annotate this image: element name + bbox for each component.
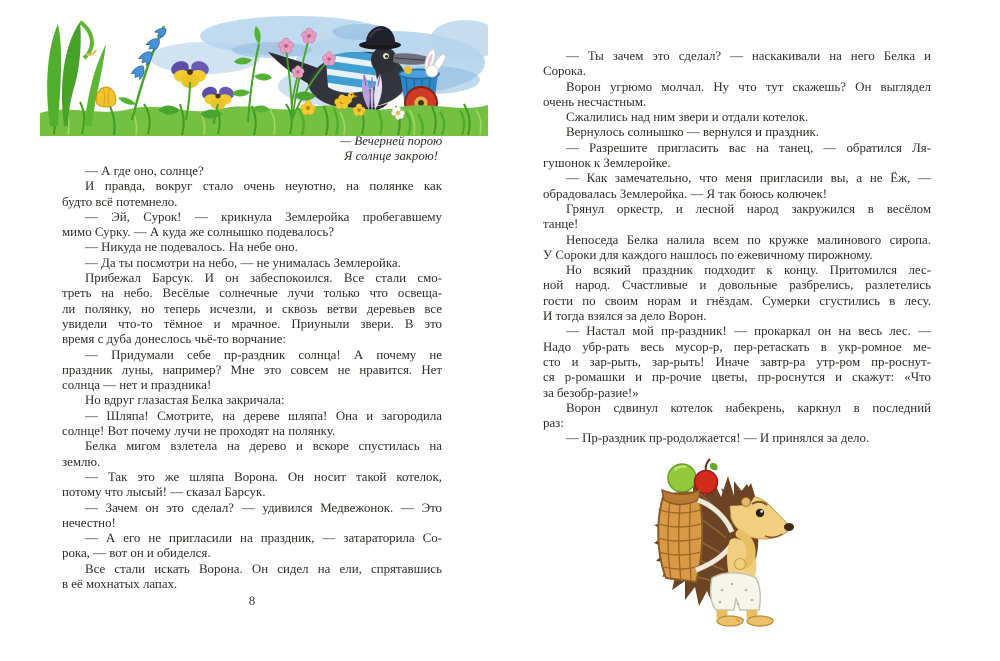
- text-line: в её мохнатых лапах.: [62, 577, 178, 592]
- text-line: — Придумали себе пр-раздник солнца! А почему не: [85, 347, 442, 362]
- text-line: землю.: [62, 454, 101, 469]
- text-line: праздник луны, например? Мне это совсем не нравится. Нет: [62, 362, 442, 377]
- paw: [735, 559, 746, 570]
- text-line: нечестно!: [62, 515, 116, 530]
- text-line: — Как замечательно, что меня пригласили вы, а не Ёж, —: [566, 171, 931, 186]
- text-line: очень несчастным.: [543, 94, 647, 109]
- text-line: гушонок к Землеройке.: [543, 156, 671, 171]
- page-number: 8: [248, 593, 256, 608]
- text-line: У Сороки для каждого нашлось по ежевичному пирожному.: [543, 247, 873, 262]
- text-line: — Зачем он это сделал? — удивился Медвежонок. — Это: [85, 500, 442, 515]
- right-text-column: [543, 49, 931, 447]
- text-line: Но вдруг глазастая Белка закричала:: [85, 393, 285, 408]
- text-line: Сжалились над ним звери и отдали котелок.: [566, 110, 809, 125]
- text-line: — Ты зачем это сделал? — наскакивали на него Белка и: [566, 49, 931, 63]
- illustration-meadow-crow: [40, 8, 488, 136]
- text-line: ся р-ромашки и пр-рочие цветы, пр-роснутся и скажут: «Что: [543, 370, 931, 385]
- text-line: Но всякий праздник подходит к концу. Притомился лес-: [566, 263, 931, 278]
- text-line: Белка мигом взлетела на дерево и вскоре спустилась на: [85, 439, 442, 454]
- text-line: рока, — вот он и обиделся.: [62, 546, 211, 561]
- text-line: ной народ. Счастливые и довольные разбрелись, разлетелись: [543, 278, 931, 293]
- text-line: Прибежал Барсук. И он забеспокоился. Все стали смо-: [85, 271, 442, 286]
- text-line: раз:: [543, 416, 564, 431]
- text-line: ли полянку, но теперь исчезли, и сквозь ветви деревьев все: [62, 301, 442, 316]
- text-line: Надо убр-рать весь мусор-р, пер-ретаскать в укр-ромное ме-: [543, 339, 931, 354]
- text-line: И тогда взялся за дело Ворон.: [543, 309, 707, 324]
- text-line: Вернулось солнышко — вернулся и праздник.: [566, 125, 820, 140]
- text-line: — Настал мой пр-раздник! — прокаркал он на весь лес. —: [566, 324, 931, 339]
- hedgehog-figure: [654, 459, 794, 626]
- text-line: увидели что-то тёмное и мрачное. Приуныли звери. В это: [62, 316, 442, 331]
- text-line: — Так это же шляпа Ворона. Он носит такой котелок,: [85, 469, 442, 484]
- verse-caption: [326, 134, 456, 164]
- text-line: солнце! Вот почему лучи не проходят на полянку.: [62, 424, 336, 439]
- foot: [747, 616, 773, 626]
- text-line: за безобр-разие!»: [543, 385, 639, 400]
- nose: [784, 523, 794, 531]
- red-apple: [695, 471, 718, 494]
- text-line: гости по своим норам и гнёздам. Сумерки сгустились в лесу.: [543, 293, 931, 308]
- text-line: — Да ты посмотри на небо, — не унималась Землеройка.: [85, 255, 401, 270]
- text-line: мимо Сурку. — А куда же солнышко подевалось?: [62, 225, 334, 240]
- text-line: танце!: [543, 217, 579, 232]
- text-line: Все стали искать Ворона. Он сидел на ели, спрятавшись: [85, 561, 442, 576]
- bluebell-flower: [118, 26, 168, 120]
- text-line: Непоседа Белка налила всем по кружке малинового сиропа.: [566, 232, 931, 247]
- text-line: — Никуда не подевалось. На небе оно.: [85, 240, 298, 255]
- verse-line-1: — Вечерней порою: [339, 134, 443, 148]
- text-line: Ворон сдвинул котелок набекрень, каркнул в последний: [566, 400, 931, 415]
- text-line: потому что лысый! — сказал Барсук.: [62, 485, 266, 500]
- text-line: сто и зар-рыть, зар-рыть! Иначе завтр-ра утр-ром пр-роснут-: [543, 354, 931, 369]
- text-line: Грянул оркестр, и лесной народ закружился в весёлом: [566, 201, 931, 216]
- text-line: время с дуба донеслось чьё-то ворчание:: [62, 332, 286, 347]
- text-line: — А где оно, солнце?: [85, 164, 204, 178]
- text-line: будто всё потемнело.: [62, 194, 178, 209]
- eye: [756, 509, 764, 517]
- text-line: солнца — нет и праздника!: [62, 378, 212, 393]
- left-text-column: [62, 164, 442, 592]
- text-line: обрадовалась Землеройка. — Я так боюсь колючек!: [543, 186, 828, 201]
- shorts: [711, 573, 761, 610]
- illustration-hedgehog-with-basket: [652, 458, 800, 630]
- ear: [742, 498, 751, 507]
- text-line: — Разрешите пригласить вас на танец, — обратился Ля-: [566, 140, 931, 155]
- text-line: Сорока.: [543, 64, 586, 79]
- text-line: — А его не пригласили на праздник, — затараторила Со-: [85, 531, 442, 546]
- text-line: — Пр-раздник пр-родолжается! — И принялся за дело.: [566, 431, 870, 446]
- green-apple: [668, 464, 696, 492]
- text-line: Ворон угрюмо молчал. Ну что тут скажешь? Он выглядел: [566, 79, 931, 94]
- verse-line-2: Я солнце закрою!: [343, 148, 439, 163]
- text-line: треть на небо. Весёлые солнечные лучи только что освеща-: [62, 286, 442, 301]
- text-line: — Шляпа! Смотрите, на дереве шляпа! Она и загородила: [85, 408, 442, 423]
- text-line: — Эй, Сурок! — крикнула Землеройка пробегавшему: [85, 209, 442, 224]
- text-line: И правда, вокруг стало очень неуютно, на полянке как: [85, 179, 442, 194]
